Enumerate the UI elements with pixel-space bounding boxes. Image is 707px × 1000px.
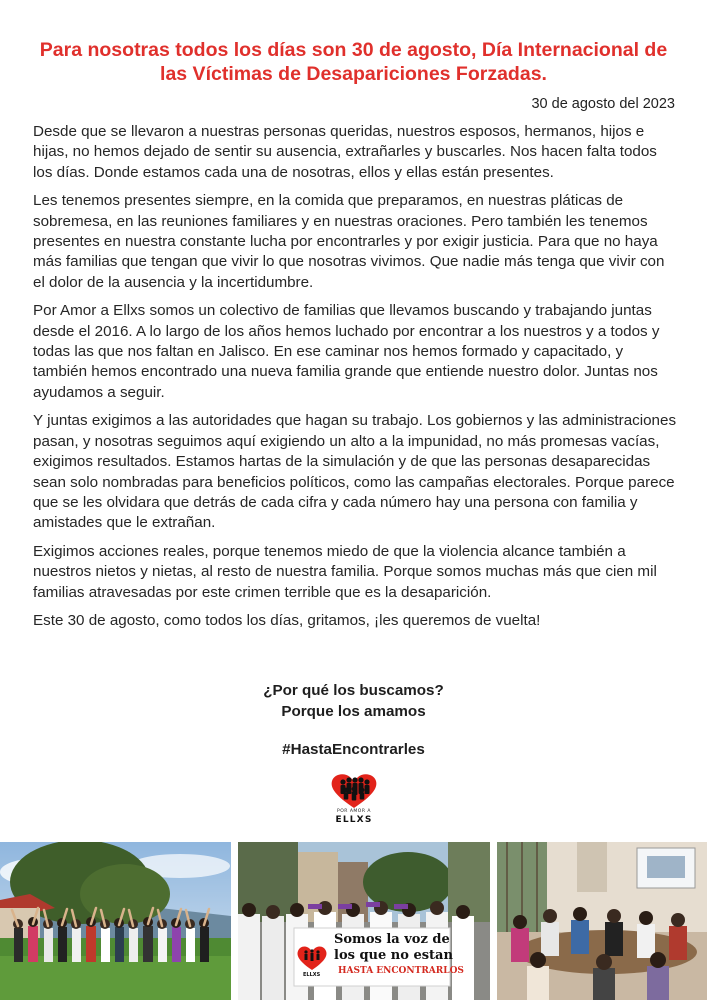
date: 30 de agosto del 2023: [531, 96, 675, 112]
photo-meeting-room: [497, 842, 707, 1000]
paragraph-2: Les tenemos presentes siempre, en la comida que preparamos, en nuestras pláticas de sobremesa, en las reuniones familiares y en nuestras oraciones. Pero también les tenemos presentes en nuestra constante lucha por encontrarles y por exigir justicia. Para que no haya más familias que tengan que vivir lo que nosotras vivimos. Que nadie más tenga que vivir con el dolor de la ausencia y la incertidumbre.: [33, 192, 665, 291]
closing-question: ¿Por qué los buscamos?: [263, 682, 444, 699]
letter-body: [33, 122, 679, 639]
logo-small-text: POR AMOR A: [337, 809, 371, 814]
banner-line-3: HASTA ENCONTRARLOS: [338, 966, 464, 976]
paragraph-4: Y juntas exigimos a las autoridades que hagan su trabajo. Los gobiernos y las administraciones pasan, y nosotras seguimos aquí exigiendo un alto a la impunidad, no más promesas vacías, exigimos resultados. Estamos hartas de la simulación y de que las personas desaparecidas sean solo nombradas para beneficios políticos, como las campañas electorales. Porque parece que se les olvidara que detrás de cada cifra y cada número hay una persona con familia y amistades que le extrañan.: [33, 412, 677, 532]
closing-answer: Porque los amamos: [281, 703, 426, 720]
paragraph-5: Exigimos acciones reales, porque tenemos miedo de que la violencia alcance también a nuestros nietos y nietas, al resto de nuestra familia. Porque somos muchas más que cien mil familias atravesadas por este crimen terrible que es la desaparición.: [33, 542, 657, 601]
page-title: Para nosotras todos los días son 30 de agosto, Día Internacional de las Víctimas de Desapariciones Forzadas.: [39, 39, 668, 85]
paragraph-3: Por Amor a Ellxs somos un colectivo de familias que llevamos buscando y trabajando juntas desde el 2016. A lo largo de los años hemos luchado por encontrar a los nuestros y a todos y todas las que nos faltan en Jalisco. En ese caminar nos hemos formado y capacitado, y también hemos encontrado una nueva familia grande que entiende nuestro dolor. Juntas nos ayudamos a seguir.: [33, 302, 660, 401]
photo-march-banner: [238, 842, 490, 1000]
photo-group-garden: [0, 842, 231, 1000]
logo-name: ELLXS: [335, 815, 373, 825]
organization-logo: [326, 770, 382, 832]
banner-line-2: los que no estan: [334, 948, 453, 963]
hashtag: #HastaEncontrarles: [282, 741, 425, 758]
paragraph-6: Este 30 de agosto, como todos los días, gritamos, ¡les queremos de vuelta!: [33, 611, 541, 629]
heart-icon: [326, 770, 382, 810]
paragraph-1: Desde que se llevaron a nuestras personas queridas, nuestros esposos, hermanos, hijos e hijas, no hemos dejado de sentir su ausencia, extrañarles y buscarles. Nos hacen falta todos los días. Donde estamos cada una de nosotras, ellos y ellas están presentes.: [33, 123, 657, 181]
banner-logo-name: ELLXS: [303, 972, 321, 978]
banner-line-1: Somos la voz de: [334, 932, 450, 947]
